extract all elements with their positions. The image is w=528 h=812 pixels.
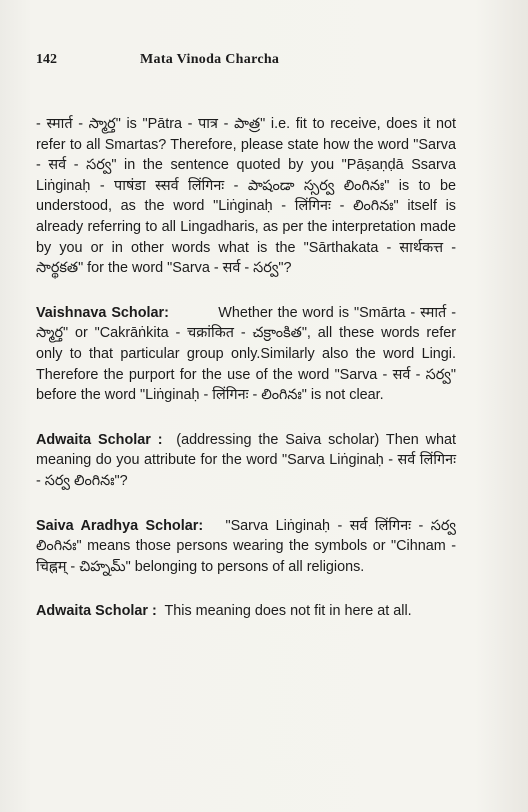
paragraph-text: (addressing the Saiva scholar) Then what meaning do you attribute for the word "Sarva Liṅginaḥ - सर्व लिंगिनः - సర్వ లింగినః"? (36, 431, 456, 489)
speaker-label: Adwaita Scholar : (36, 603, 157, 620)
paragraph-text: Whether the word is "Smārta - स्मार्त - స్మార్త" or "Cakrāṅkita - चक्रांकित - చక్రాంకిత", all these words refer only to that particular group only.Similarly also the word Lingi. Therefore the purport for the use of the word "Sarva - सर्व - సర్వ" before the word "Liṅginaḥ - लिंगिनः - లింగినః" is not clear. (36, 304, 456, 404)
speaker-label: Saiva Aradhya Scholar: (36, 517, 204, 534)
speaker-label: Adwaita Scholar : (36, 431, 163, 448)
paragraph-adwaita-scholar-2 (36, 601, 456, 622)
paragraph-adwaita-scholar-1 (36, 430, 456, 492)
running-title: Mata Vinoda Charcha (140, 52, 280, 67)
paragraph-saiva-scholar (36, 516, 456, 578)
page-body (36, 114, 456, 622)
paragraph-vaishnava-scholar (36, 303, 456, 406)
page-number: 142 (36, 52, 57, 67)
paragraph-text: - स्मार्त - స్మార్త" is "Pātra - पात्र - పాత్ర" i.e. fit to receive, does it not refer to all Smartas? Therefore, please state how the word "Sarva - सर्व - సర్వ" in the sentence quoted by you "Pāṣaṇḍā Ssarva Liṅginaḥ - पाषंडा स्सर्व लिंगिनः - పాషండా స్సర్వ లింగినః" is to be understood, as the word "Liṅginaḥ - लिंगिनः - లింగినః" itself is already referring to all Lingadharis, as per the interpretation made by you or in other words what is the "Sārthakata - सार्थकत्त - సార్థకత" for the word "Sarva - सर्व - సర్వ"? (36, 116, 456, 277)
speaker-label: Vaishnava Scholar: (36, 304, 169, 321)
running-header (36, 52, 498, 72)
paragraph-text: This meaning does not fit in here at all. (164, 603, 412, 620)
paragraph-text: "Sarva Liṅginaḥ - सर्व लिंगिनः - సర్వ లింగినః" means those persons wearing the symbols or "Cihnam - चिह्नम् - చిహ్నమ్" belonging to persons of all religions. (36, 517, 456, 575)
paragraph-continuation (36, 114, 456, 279)
